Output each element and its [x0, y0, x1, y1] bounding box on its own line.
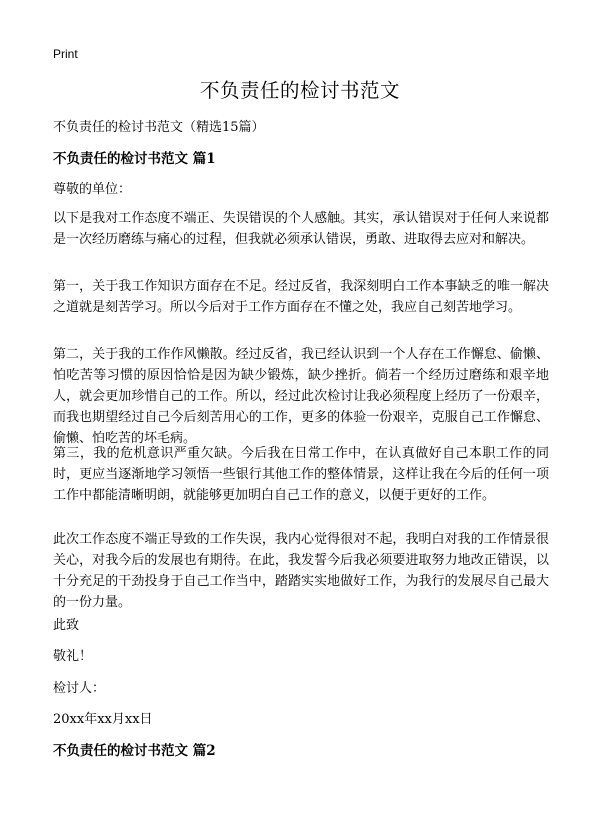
paragraph-3: 第二，关于我的工作作风懒散。经过反省，我已经认识到一个人存在工作懈怠、偷懒、怕吃苦等习惯的原因恰恰是因为缺少锻炼，缺少挫折。倘若一个经历过磨练和艰辛地人，就会更加珍惜自己的工作。所以，经过此次检讨让我必须程度上经历了一份艰辛，而我也期望经过自己今后刻苦用心的工作，更多的体验一份艰辛，克服自己工作懈怠、偷懒、怕吃苦的坏毛病。: [53, 347, 549, 446]
date-line: 20xx年xx月xx日: [53, 712, 153, 727]
section-heading-2: 不负责任的检讨书范文 篇2: [53, 743, 216, 759]
closing-line-1: 此致: [53, 618, 80, 633]
salutation: 尊敬的单位：: [53, 182, 132, 197]
section-heading-1: 不负责任的检讨书范文 篇1: [53, 151, 216, 167]
paragraph-1: 以下是我对工作态度不端正、失误错误的个人感触。其实，承认错误对于任何人来说都是一次经历磨练与痛心的过程，但我就必须承认错误，勇敢、进取得去应对和解决。: [53, 211, 549, 247]
page-title: 不负责任的检讨书范文: [199, 79, 400, 102]
document-subtitle: 不负责任的检讨书范文（精选15篇）: [53, 120, 265, 135]
print-link[interactable]: Print: [53, 47, 78, 61]
paragraph-5: 此次工作态度不端正导致的工作失误，我内心觉得很对不起，我明白对我的工作情景很关心，对我今后的发展也有期待。在此，我发誓今后我必须要进取努力地改正错误，以十分充足的干劲投身于自己工作当中，踏踏实实地做好工作，为我行的发展尽自己最大的一份力量。: [53, 532, 549, 610]
paragraph-2: 第一，关于我工作知识方面存在不足。经过反省，我深刻明白工作本事缺乏的唯一解决之道就是刻苦学习。所以今后对于工作方面存在不懂之处，我应自己刻苦地学习。: [53, 279, 549, 315]
paragraph-4: 第三，我的危机意识严重欠缺。今后我在日常工作中，在认真做好自己本职工作的同时，更应当逐渐地学习领悟一些银行其他工作的整体情景，这样让我在今后的任何一项工作中都能清晰明朗，就能够更加明白自己工作的意义，以便于更好的工作。: [53, 446, 549, 503]
signer-label: 检讨人：: [53, 681, 106, 696]
closing-line-2: 敬礼！: [53, 649, 93, 664]
